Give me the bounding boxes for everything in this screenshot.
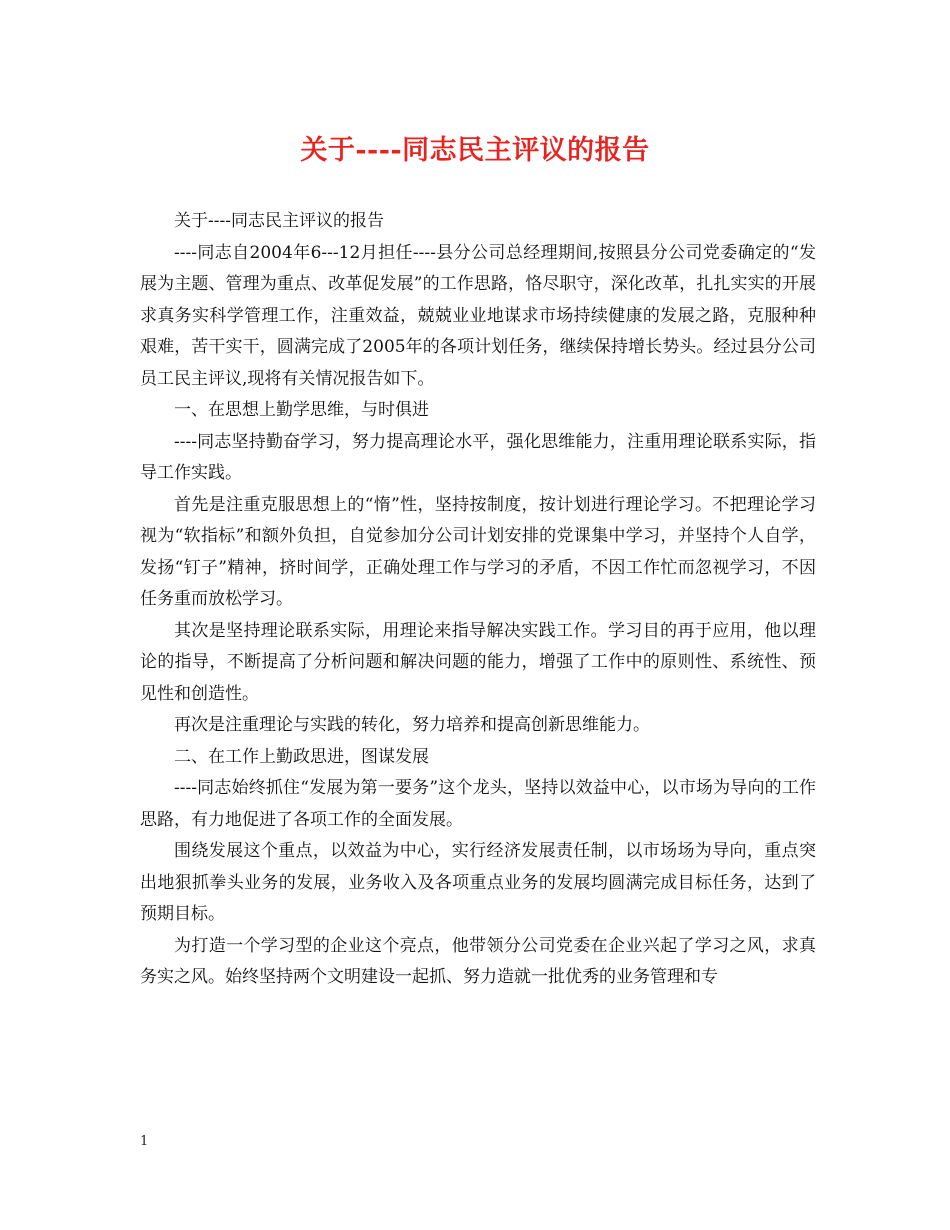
paragraph: 其次是坚持理论联系实际，用理论来指导解决实践工作。学习目的再于应用，他以理论的指导，不断提高了分析问题和解决问题的能力，增强了工作中的原则性、系统性、预见性和创造性。 <box>140 620 816 704</box>
section-heading: 一、在思想上勤学思维，与时俱进 <box>174 400 429 420</box>
document-body <box>140 206 816 994</box>
paragraph: ----同志自2004年6---12月担任----县分公司总经理期间,按照县分公司党委确定的“发展为主题、管理为重点、改革促发展”的工作思路，恪尽职守，深化改革，扎扎实实的开展求真务实科学管理工作，注重效益，兢兢业业地谋求市场持续健康的发展之路，克服种种艰难，苦干实干，圆满完成了2005年的各项计划任务，继续保持增长势头。经过县分公司员工民主评议,现将有关情况报告如下。 <box>140 242 816 389</box>
paragraph: ----同志坚持勤奋学习，努力提高理论水平，强化思维能力，注重用理论联系实际，指导工作实践。 <box>140 431 816 483</box>
paragraph: 围绕发展这个重点，以效益为中心，实行经济发展责任制，以市场场为导向，重点突出地狠抓拳头业务的发展，业务收入及各项重点业务的发展均圆满完成目标任务，达到了预期目标。 <box>140 841 816 924</box>
paragraph: 关于----同志民主评议的报告 <box>174 211 384 231</box>
paragraph: ----同志始终抓住“发展为第一要务”这个龙头，坚持以效益中心，以市场为导向的工作思路，有力地促进了各项工作的全面发展。 <box>140 778 816 830</box>
section-heading: 二、在工作上勤政思进，图谋发展 <box>174 746 429 767</box>
paragraph: 再次是注重理论与实践的转化，努力培养和提高创新思维能力。 <box>174 715 650 735</box>
page-number: 1 <box>140 1134 149 1149</box>
paragraph: 为打造一个学习型的企业这个亮点，他带领分公司党委在企业兴起了学习之风，求真务实之风。始终坚持两个文明建设一起抓、努力造就一批优秀的业务管理和专 <box>140 935 816 987</box>
paragraph: 首先是注重克服思想上的“惰”性，坚持按制度，按计划进行理论学习。不把理论学习视为“软指标”和额外负担，自觉参加分公司计划安排的党课集中学习，并坚持个人自学，发扬“钉子”精神，挤时间学，正确处理工作与学习的矛盾，不因工作忙而忽视学习，不因任务重而放松学习。 <box>140 494 816 609</box>
document-title: 关于----同志民主评议的报告 <box>300 135 650 166</box>
